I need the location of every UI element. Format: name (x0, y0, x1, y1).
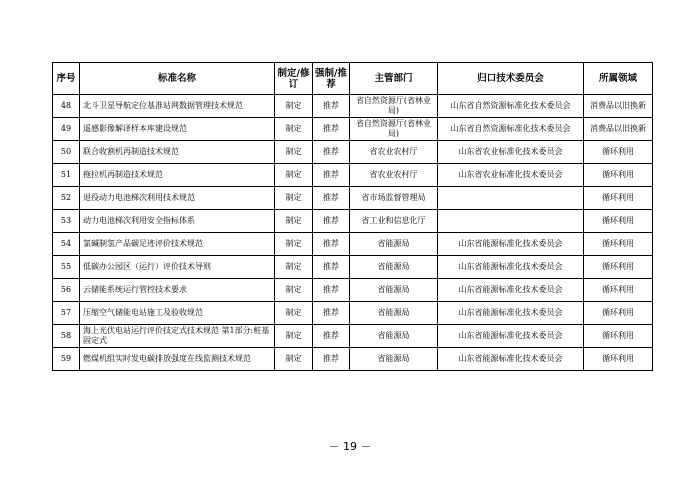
cell-dept: 省市场监督管理局 (350, 187, 438, 210)
cell-force: 推荐 (313, 302, 350, 325)
cell-type: 制定 (275, 187, 313, 210)
cell-force: 推荐 (313, 141, 350, 164)
cell-type: 制定 (275, 279, 313, 302)
cell-num: 55 (53, 256, 80, 279)
cell-committee: 山东省能源标准化技术委员会 (438, 348, 584, 371)
cell-field: 循环利用 (584, 187, 653, 210)
cell-type: 制定 (275, 302, 313, 325)
table-row (53, 256, 653, 279)
header-field: 所属领域 (584, 63, 653, 95)
cell-force: 推荐 (313, 210, 350, 233)
cell-type: 制定 (275, 210, 313, 233)
cell-type: 制定 (275, 164, 313, 187)
header-name: 标准名称 (80, 63, 275, 95)
cell-committee: 山东省能源标准化技术委员会 (438, 302, 584, 325)
cell-committee: 山东省能源标准化技术委员会 (438, 233, 584, 256)
table-row (53, 348, 653, 371)
cell-num: 49 (53, 118, 80, 141)
cell-type: 制定 (275, 348, 313, 371)
table-header-row (53, 63, 653, 95)
cell-type: 制定 (275, 233, 313, 256)
cell-num: 51 (53, 164, 80, 187)
cell-name: 海上光伏电站运行评价技定式技术规范 第1部分:桩基固定式 (80, 325, 275, 348)
cell-name: 北斗卫星导航定位基准站网数据管理技术规范 (80, 95, 275, 118)
cell-field: 消费品以旧换新 (584, 118, 653, 141)
cell-force: 推荐 (313, 118, 350, 141)
cell-num: 48 (53, 95, 80, 118)
cell-dept: 省自然资源厅(省林业局) (350, 118, 438, 141)
cell-force: 推荐 (313, 233, 350, 256)
cell-committee: 山东省能源标准化技术委员会 (438, 279, 584, 302)
cell-dept: 省能源局 (350, 279, 438, 302)
cell-force: 推荐 (313, 164, 350, 187)
cell-field: 循环利用 (584, 164, 653, 187)
cell-committee (438, 210, 584, 233)
cell-field: 循环利用 (584, 348, 653, 371)
cell-name: 云储能系统运行管控技术要求 (80, 279, 275, 302)
cell-force: 推荐 (313, 325, 350, 348)
cell-committee (438, 187, 584, 210)
cell-type: 制定 (275, 118, 313, 141)
cell-force: 推荐 (313, 187, 350, 210)
header-force: 强制/推荐 (313, 63, 350, 95)
header-committee: 归口技术委员会 (438, 63, 584, 95)
cell-field: 循环利用 (584, 302, 653, 325)
standards-table (52, 62, 653, 371)
cell-field: 循环利用 (584, 325, 653, 348)
cell-committee: 山东省自然资源标准化技术委员会 (438, 95, 584, 118)
cell-num: 50 (53, 141, 80, 164)
cell-force: 推荐 (313, 348, 350, 371)
cell-type: 制定 (275, 256, 313, 279)
table-row (53, 95, 653, 118)
table-row (53, 187, 653, 210)
cell-dept: 省能源局 (350, 256, 438, 279)
cell-name: 低碳办公园区（运行）评价技术导则 (80, 256, 275, 279)
cell-name: 压缩空气储能电站施工及验收规范 (80, 302, 275, 325)
cell-force: 推荐 (313, 279, 350, 302)
cell-name: 燃煤机组实时发电碳排放强度在线监测技术规范 (80, 348, 275, 371)
header-type: 制定/修订 (275, 63, 313, 95)
table-row (53, 279, 653, 302)
cell-name: 拖拉机再制造技术规范 (80, 164, 275, 187)
cell-field: 循环利用 (584, 210, 653, 233)
cell-field: 循环利用 (584, 233, 653, 256)
table-row (53, 325, 653, 348)
cell-num: 57 (53, 302, 80, 325)
cell-type: 制定 (275, 95, 313, 118)
cell-force: 推荐 (313, 95, 350, 118)
table-row (53, 210, 653, 233)
header-num: 序号 (53, 63, 80, 95)
cell-name: 退役动力电池梯次利用技术规范 (80, 187, 275, 210)
cell-dept: 省工业和信息化厅 (350, 210, 438, 233)
cell-field: 循环利用 (584, 141, 653, 164)
table-row (53, 233, 653, 256)
cell-dept: 省自然资源厅(省林业局) (350, 95, 438, 118)
cell-field: 循环利用 (584, 279, 653, 302)
cell-dept: 省能源局 (350, 348, 438, 371)
cell-dept: 省能源局 (350, 325, 438, 348)
table-row (53, 141, 653, 164)
cell-committee: 山东省农业标准化技术委员会 (438, 141, 584, 164)
table-row (53, 118, 653, 141)
cell-committee: 山东省自然资源标准化技术委员会 (438, 118, 584, 141)
cell-num: 59 (53, 348, 80, 371)
cell-type: 制定 (275, 325, 313, 348)
table-row (53, 164, 653, 187)
cell-field: 消费品以旧换新 (584, 95, 653, 118)
cell-dept: 省农业农村厅 (350, 164, 438, 187)
cell-field: 循环利用 (584, 256, 653, 279)
table-row (53, 302, 653, 325)
cell-name: 遥感影像解译样本库建设规范 (80, 118, 275, 141)
cell-name: 联合收割机再制造技术规范 (80, 141, 275, 164)
cell-committee: 山东省农业标准化技术委员会 (438, 164, 584, 187)
cell-committee: 山东省能源标准化技术委员会 (438, 256, 584, 279)
cell-force: 推荐 (313, 256, 350, 279)
cell-num: 52 (53, 187, 80, 210)
cell-name: 动力电池梯次利用安全指标体系 (80, 210, 275, 233)
cell-num: 56 (53, 279, 80, 302)
cell-committee: 山东省能源标准化技术委员会 (438, 325, 584, 348)
cell-num: 53 (53, 210, 80, 233)
cell-type: 制定 (275, 141, 313, 164)
header-dept: 主管部门 (350, 63, 438, 95)
cell-name: 氯碱制氢产品碳足迹评价技术规范 (80, 233, 275, 256)
cell-dept: 省能源局 (350, 302, 438, 325)
cell-num: 58 (53, 325, 80, 348)
page-number: － 19 － (328, 440, 372, 453)
cell-dept: 省能源局 (350, 233, 438, 256)
cell-dept: 省农业农村厅 (350, 141, 438, 164)
cell-num: 54 (53, 233, 80, 256)
